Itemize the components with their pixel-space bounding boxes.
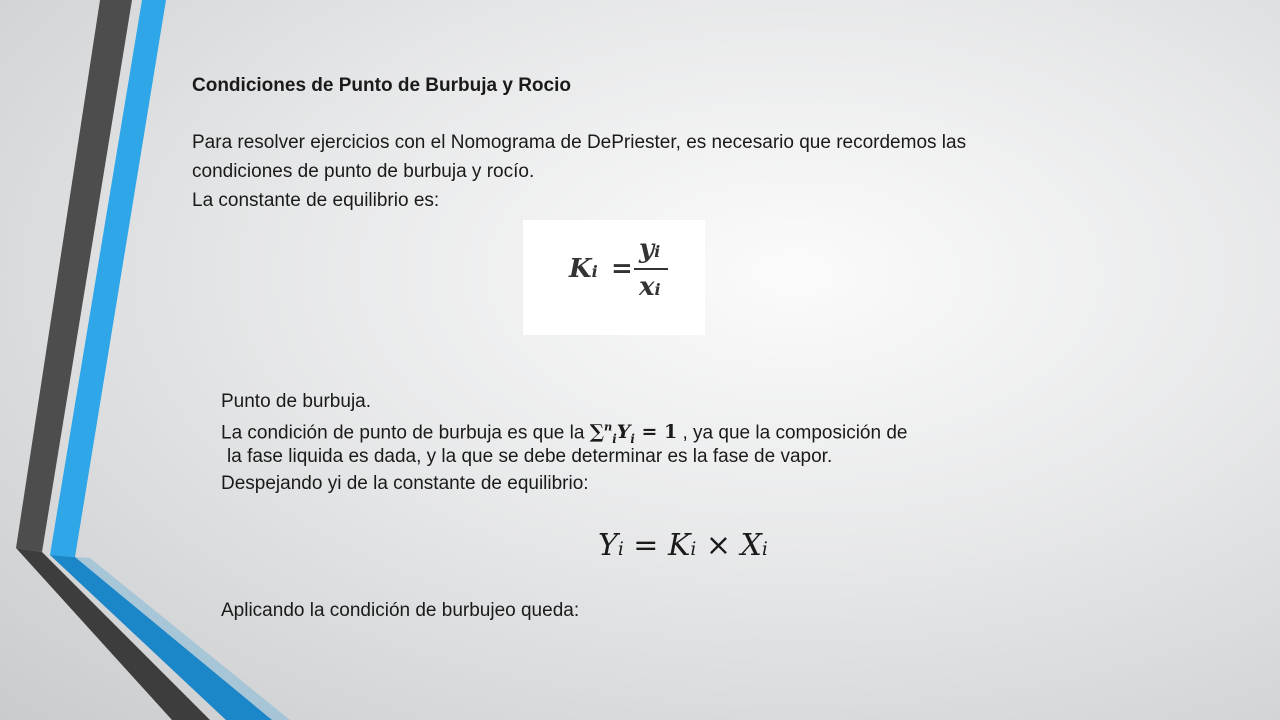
intro-line-1: Para resolver ejercicios con el Nomograma de DePriester, es necesario que recordemos las — [192, 132, 967, 153]
ki-lhs: Ki — [569, 254, 598, 284]
ki-numerator: yi — [639, 234, 661, 264]
intro-line-3: La constante de equilibrio es: — [192, 190, 440, 211]
ki-equals: = — [611, 254, 633, 284]
bubble-heading: Punto de burbuja. — [221, 391, 372, 412]
bubble-line-3: Despejando yi de la constante de equilibrio: — [221, 473, 589, 494]
bubble-line-2: la fase liquida es dada, y la que se debe determinar es la fase de vapor. — [227, 446, 833, 467]
apply-line: Aplicando la condición de burbujeo queda: — [221, 600, 580, 621]
intro-line-2: condiciones de punto de burbuja y rocío. — [192, 161, 535, 182]
ki-denominator: xi — [639, 272, 661, 302]
yi-equation: Yi = Ki × Xi — [598, 528, 768, 563]
sum-equation: $\sum^n_iY_i = 1$ — [589, 420, 678, 447]
fraction-bar — [634, 268, 668, 270]
bubble-line-1: La condición de punto de burbuja es que la $\sum^n_iY_i = 1$ , ya que la composición de — [221, 420, 908, 447]
slide-title: Condiciones de Punto de Burbuja y Rocio — [192, 75, 571, 96]
